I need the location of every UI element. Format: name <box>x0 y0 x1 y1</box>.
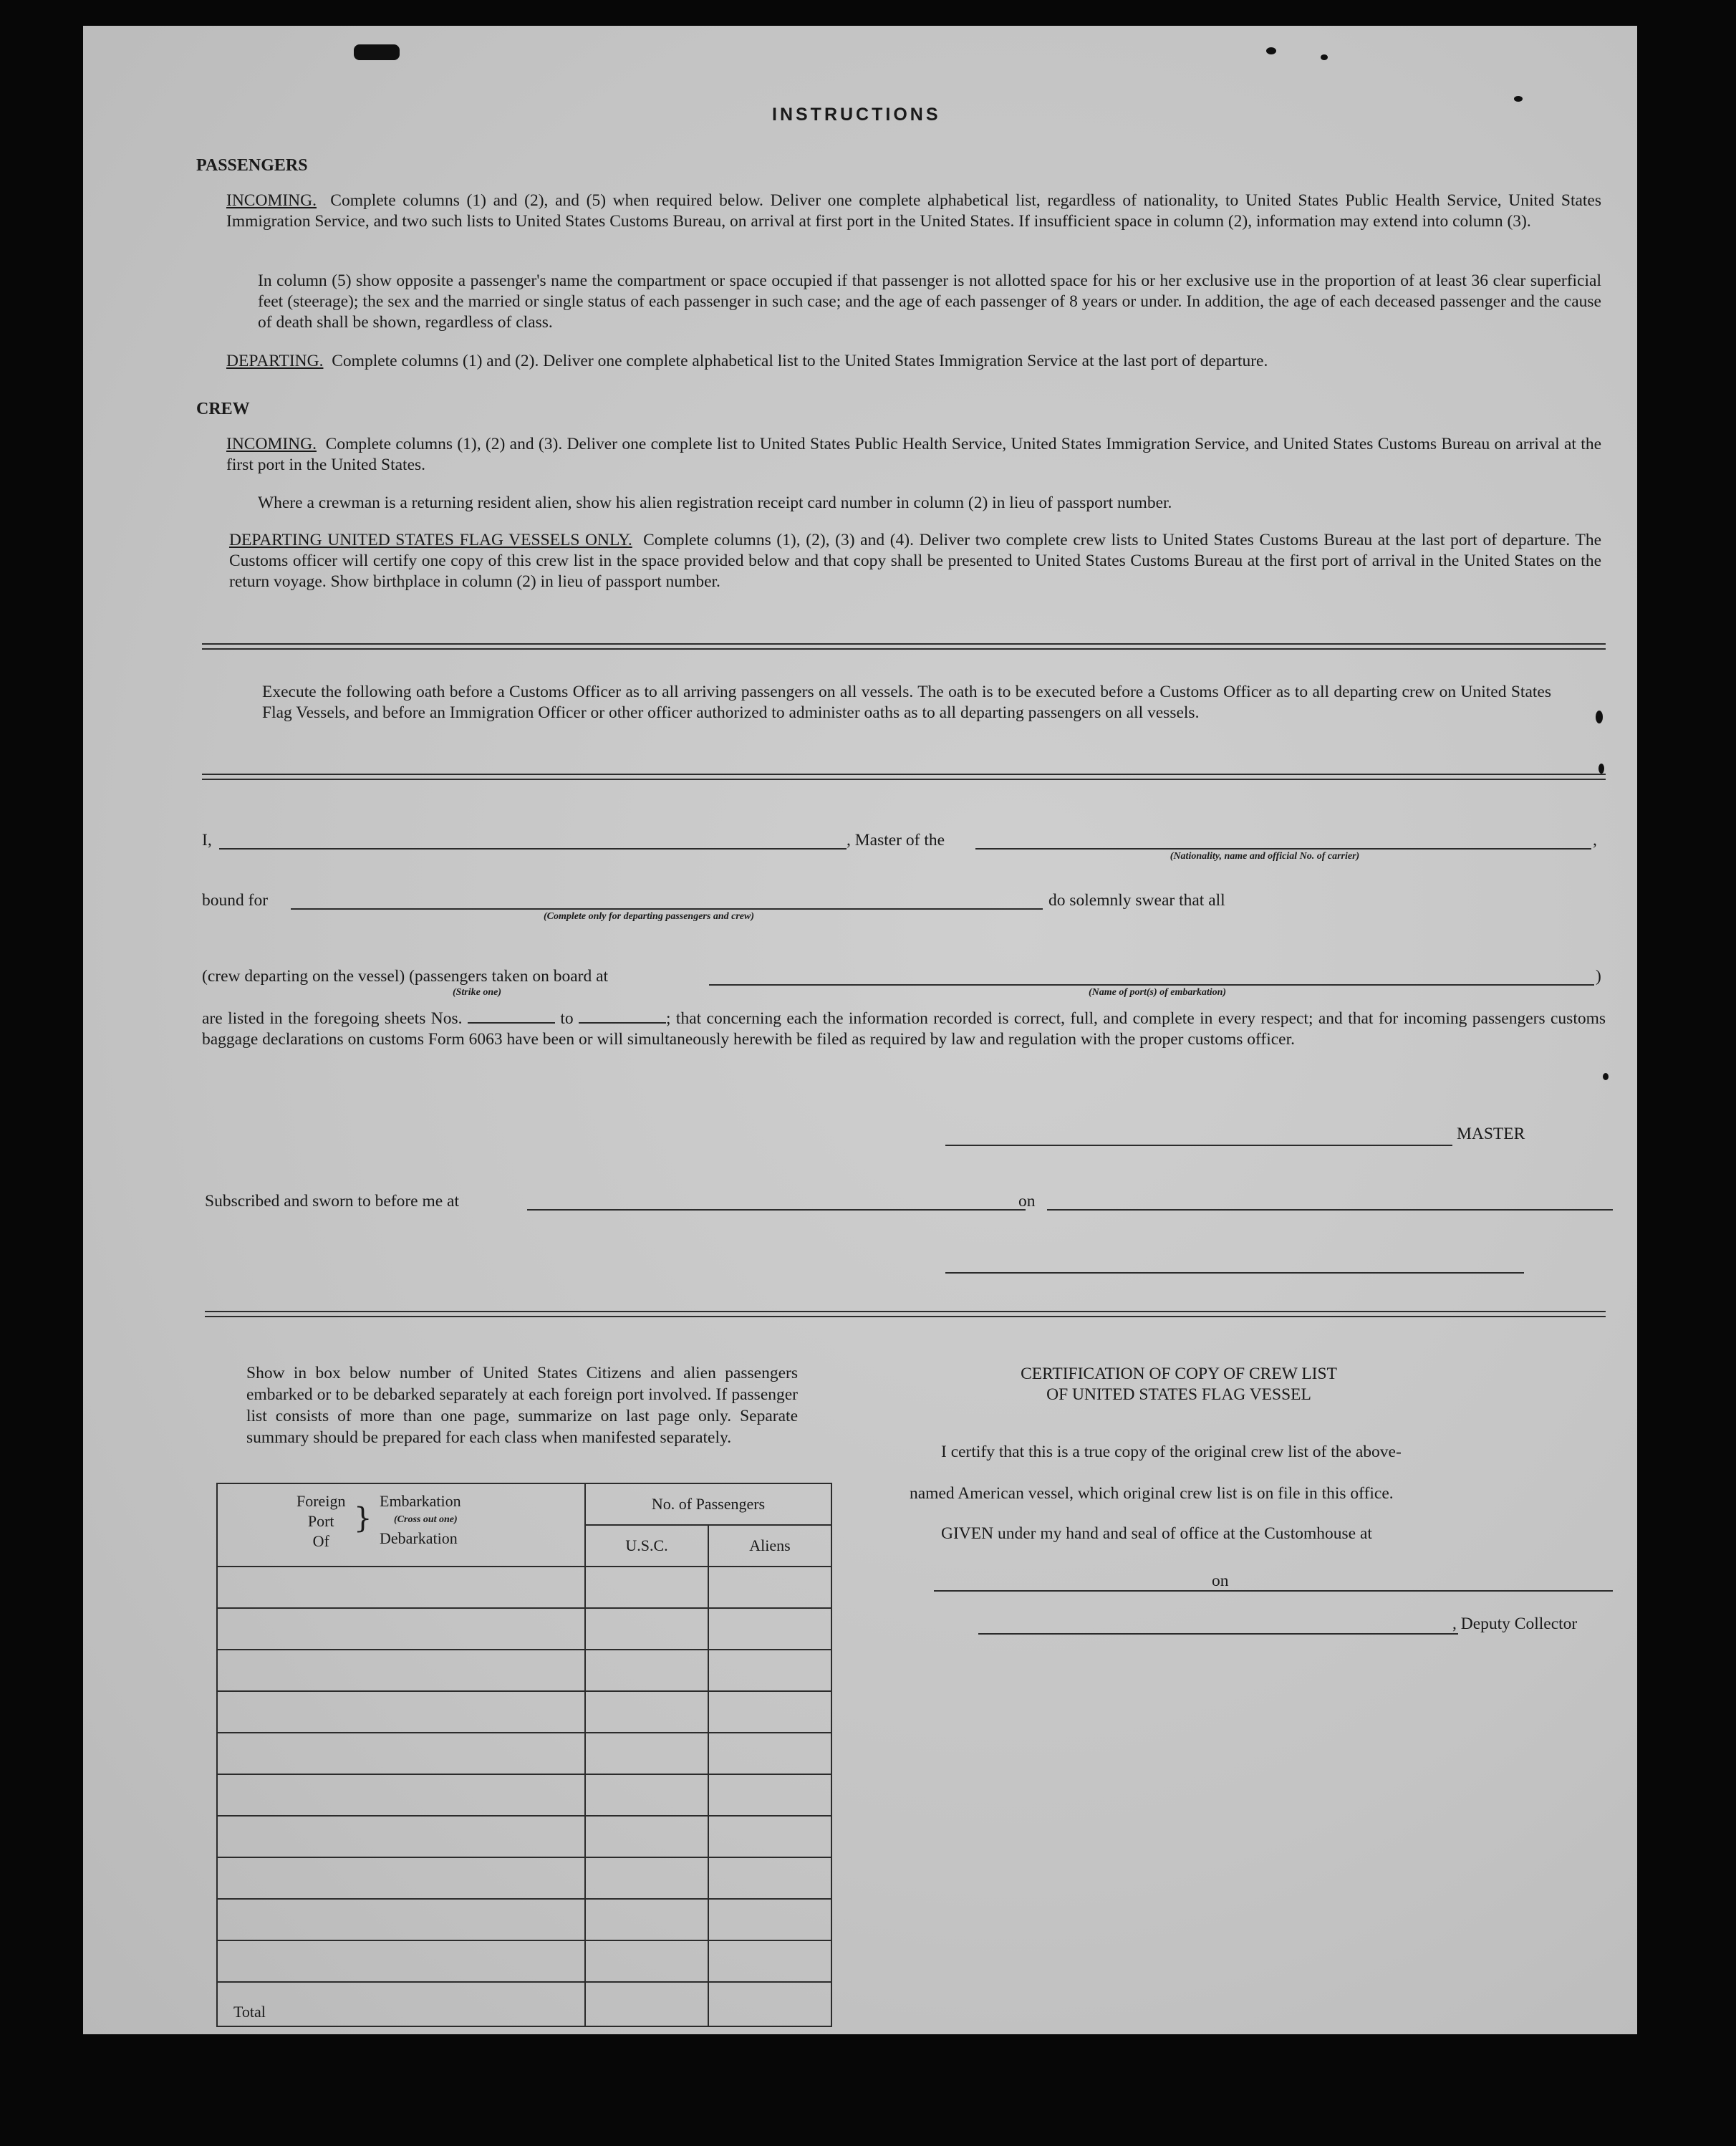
port-cell[interactable] <box>217 1691 585 1733</box>
swear-label: do solemnly swear that all <box>1048 891 1225 910</box>
certify-line1: I certify that this is a true copy of the original crew list of the above- <box>941 1443 1402 1461</box>
port-header-cell <box>217 1483 585 1567</box>
foreign-label: Foreign <box>296 1492 346 1510</box>
cross-out-caption: (Cross out one) <box>394 1514 458 1525</box>
scan-speck <box>1598 764 1604 774</box>
port-cell[interactable] <box>217 1816 585 1857</box>
usc-cell[interactable] <box>585 1733 708 1774</box>
master-label: MASTER <box>1457 1125 1525 1143</box>
passengers-incoming-paragraph <box>226 191 1601 232</box>
port-cell[interactable] <box>217 1857 585 1899</box>
passengers-incoming-label: INCOMING. <box>226 191 317 210</box>
crew-departing-text: Complete columns (1), (2), (3) and (4). Deliver two complete crew lists to United States Customs Bureau at the last port of departure. The Customs officer will certify one copy of this crew list in the space provided below and that copy shall be presented to United States Customs Bureau at the first port of arrival in the United States on the return voyage. Show birthplace in column (2) in lieu of passport number. <box>229 531 1601 591</box>
scan-speck <box>354 44 400 60</box>
port-cell[interactable] <box>217 1733 585 1774</box>
deputy-collector-label: , Deputy Collector <box>1452 1615 1578 1633</box>
crew-incoming-text: Complete columns (1), (2) and (3). Deliver one complete list to United States Public Health Service, United States Immigration Service, and United States Customs Bureau on arrival at the first port in the United States. <box>226 435 1602 474</box>
listed-to: to <box>560 1009 574 1028</box>
port-cell[interactable] <box>217 1608 585 1650</box>
passengers-column5-paragraph: In column (5) show opposite a passenger's name the compartment or space occupied if that passenger is not allotted space for his or her exclusive use in the proportion of at least 36 clear superficial feet (steerage); the sex and the married or single status of each passenger in such case; and the age of each passenger of 8 years or under. In addition, the age of each deceased passenger and the cause of death shall be shown, regardless of class. <box>258 271 1601 332</box>
certification-title-line2: OF UNITED STATES FLAG VESSEL <box>1046 1385 1311 1404</box>
passengers-departing-paragraph <box>226 351 1601 372</box>
bound-for-caption: (Complete only for departing passengers and crew) <box>544 911 754 922</box>
aliens-cell[interactable] <box>708 1899 831 1940</box>
carrier-caption: (Nationality, name and official No. of carrier) <box>1170 851 1360 862</box>
usc-cell[interactable] <box>585 1774 708 1816</box>
usc-cell[interactable] <box>585 1567 708 1608</box>
form-page <box>83 26 1637 2034</box>
aliens-cell[interactable] <box>708 1733 831 1774</box>
passengers-departing-label: DEPARTING. <box>226 352 324 370</box>
crew-heading: CREW <box>196 400 250 418</box>
sworn-date-field[interactable] <box>1047 1209 1613 1211</box>
passengers-heading: PASSENGERS <box>196 156 308 175</box>
usc-header: U.S.C. <box>585 1525 708 1567</box>
listed-rest: ; that concerning each the information recorded is correct, full, and complete in every respect; and that for incoming passengers customs baggage declarations on customs Form 6063 have been or will simultaneously herewith be filed as required by law and regulation with the proper customs officer. <box>202 1009 1606 1049</box>
of-label: Of <box>312 1532 329 1550</box>
debarkation-label: Debarkation <box>380 1529 458 1547</box>
sworn-place-field[interactable] <box>527 1209 1026 1211</box>
aliens-cell[interactable] <box>708 1691 831 1733</box>
aliens-cell[interactable] <box>708 1857 831 1899</box>
oath-i-label: I, <box>202 831 212 850</box>
certify-date-field[interactable] <box>1239 1590 1613 1592</box>
certify-line2: named American vessel, which original crew list is on file in this office. <box>910 1484 1394 1503</box>
master-signature-field[interactable] <box>945 1145 1452 1146</box>
aliens-cell[interactable] <box>708 1774 831 1816</box>
certify-line3: GIVEN under my hand and seal of office at the Customhouse at <box>941 1524 1372 1543</box>
scan-speck <box>1514 96 1523 102</box>
crew-departing-paragraph <box>229 530 1601 592</box>
comma: , <box>1593 831 1597 850</box>
passengers-incoming-text: Complete columns (1) and (2), and (5) when required below. Deliver one complete alphabetical list, regardless of nationality, to United States Public Health Service, United States Immigration Service, and two such lists to United States Customs Bureau, on arrival at first port in the United States. If insufficient space in column (2), information may extend into column (3). <box>226 191 1602 231</box>
port-label: Port <box>307 1512 334 1530</box>
usc-cell[interactable] <box>585 1650 708 1691</box>
port-cell[interactable] <box>217 1567 585 1608</box>
sheet-from-field[interactable] <box>468 1022 555 1024</box>
port-cell[interactable] <box>217 1774 585 1816</box>
sworn-on-label: on <box>1018 1192 1036 1211</box>
aliens-cell[interactable] <box>708 1567 831 1608</box>
close-paren: ) <box>1596 967 1601 986</box>
aliens-cell[interactable] <box>708 1650 831 1691</box>
deputy-signature-field[interactable] <box>978 1633 1458 1635</box>
bound-for-label: bound for <box>202 891 269 910</box>
master-of-label: , Master of the <box>847 831 945 850</box>
listed-prefix: are listed in the foregoing sheets Nos. <box>202 1009 463 1028</box>
crew-incoming-paragraph <box>226 434 1601 476</box>
master-name-field[interactable] <box>219 848 847 850</box>
aliens-total-cell[interactable] <box>708 1982 831 2026</box>
scan-speck <box>1321 54 1328 60</box>
section-divider <box>205 1311 1606 1317</box>
port-cell[interactable] <box>217 1940 585 1982</box>
total-label: Total <box>217 1982 585 2026</box>
bound-for-field[interactable] <box>291 908 1043 910</box>
subscribed-label: Subscribed and sworn to before me at <box>205 1192 460 1211</box>
usc-cell[interactable] <box>585 1940 708 1982</box>
scan-speck <box>1266 47 1276 54</box>
passengers-departing-text: Complete columns (1) and (2). Deliver one complete alphabetical list to the United States Immigration Service at the last port of departure. <box>332 352 1268 370</box>
aliens-header: Aliens <box>708 1525 831 1567</box>
crew-departing-label: DEPARTING UNITED STATES FLAG VESSELS ONLY. <box>229 531 632 549</box>
section-divider <box>202 643 1606 650</box>
crew-passengers-label: (crew departing on the vessel) (passengers taken on board at <box>202 967 609 986</box>
section-divider <box>202 774 1606 780</box>
usc-cell[interactable] <box>585 1608 708 1650</box>
ports-caption: (Name of port(s) of embarkation) <box>1088 987 1227 998</box>
oath-listed-paragraph <box>202 1009 1606 1050</box>
certification-title <box>892 1364 1465 1405</box>
port-cell[interactable] <box>217 1650 585 1691</box>
aliens-cell[interactable] <box>708 1940 831 1982</box>
page-title: INSTRUCTIONS <box>772 105 941 125</box>
certification-title-line1: CERTIFICATION OF COPY OF CREW LIST <box>1021 1365 1337 1383</box>
oath-intro: Execute the following oath before a Customs Officer as to all arriving passengers on all vessels. The oath is to be executed before a Customs Officer as to all departing crew on United States Flag Vessels, and before an Immigration Officer or other officer authorized to administer oaths as to all departing passengers on all vessels. <box>262 683 1551 722</box>
usc-cell[interactable] <box>585 1816 708 1857</box>
officer-signature-field[interactable] <box>945 1272 1524 1274</box>
summary-instructions: Show in box below number of United States Citizens and alien passengers embarked or to be debarked separately at each foreign port involved. If passenger list consists of more than one page, summarize on last page only. Separate summary should be prepared for each class when manifested separately. <box>246 1364 798 1447</box>
scan-speck <box>1603 1073 1609 1080</box>
scan-speck <box>1596 711 1603 723</box>
port-cell[interactable] <box>217 1899 585 1940</box>
usc-total-cell[interactable] <box>585 1982 708 2026</box>
embarkation-label: Embarkation <box>380 1492 461 1510</box>
usc-cell[interactable] <box>585 1691 708 1733</box>
aliens-cell[interactable] <box>708 1608 831 1650</box>
port-of-embarkation-field[interactable] <box>709 984 1594 986</box>
no-of-passengers-header: No. of Passengers <box>585 1483 831 1525</box>
brace-icon: } <box>354 1502 372 1535</box>
carrier-field[interactable] <box>975 848 1591 850</box>
certify-on-label: on <box>1212 1572 1229 1590</box>
usc-cell[interactable] <box>585 1899 708 1940</box>
strike-caption: (Strike one) <box>452 987 502 998</box>
crew-incoming-label: INCOMING. <box>226 435 317 453</box>
sheet-to-field[interactable] <box>579 1022 666 1024</box>
passenger-summary-table <box>216 1483 832 2027</box>
aliens-cell[interactable] <box>708 1816 831 1857</box>
crew-resident-alien-paragraph: Where a crewman is a returning resident alien, show his alien registration receipt card number in column (2) in lieu of passport number. <box>258 494 1172 512</box>
usc-cell[interactable] <box>585 1857 708 1899</box>
